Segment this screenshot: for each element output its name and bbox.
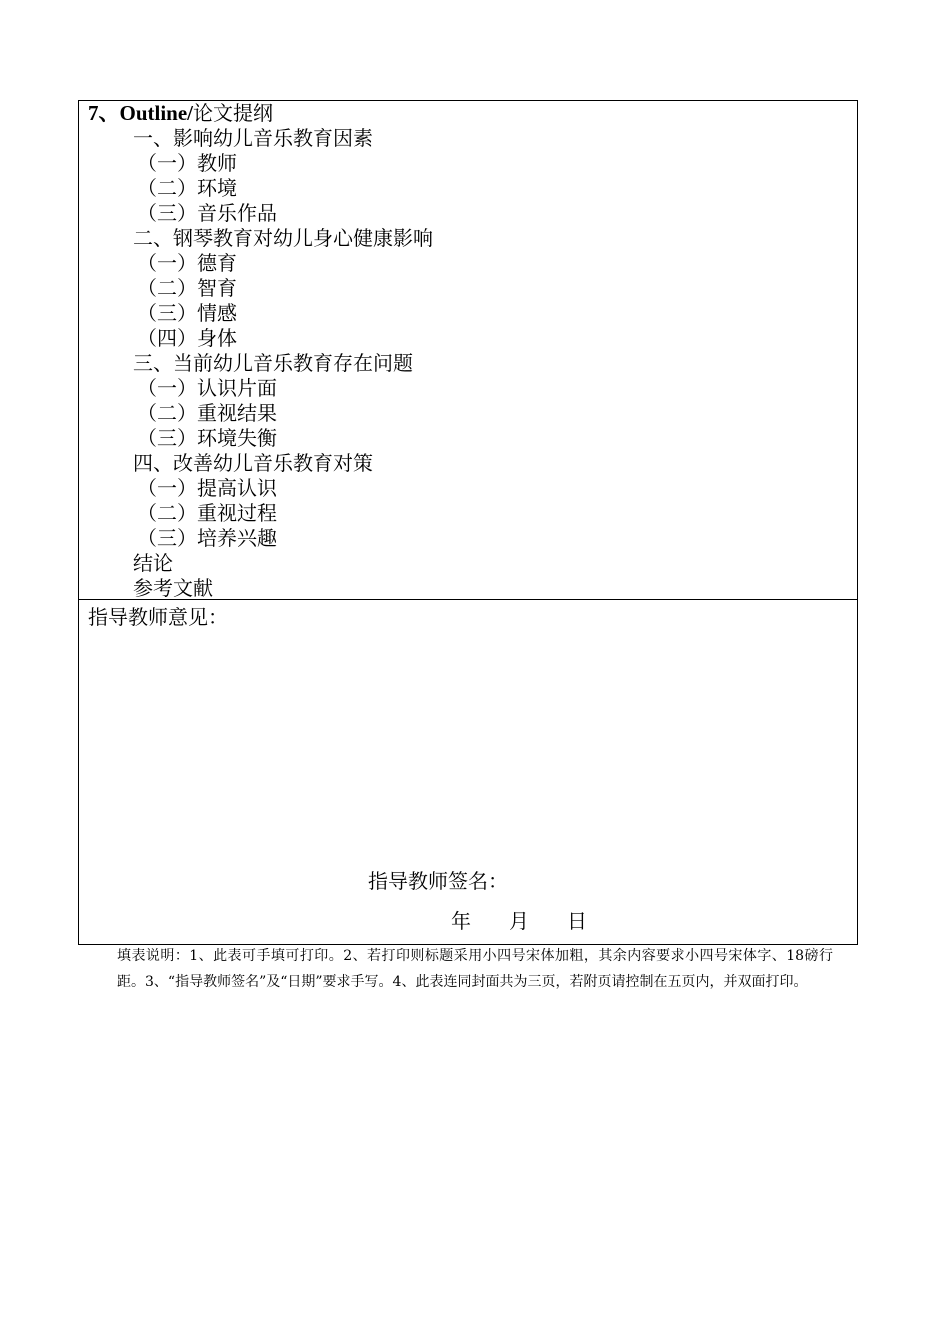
- advisor-signature-label: 指导教师签名：: [368, 869, 508, 893]
- outline-title-chinese: 论文提纲: [193, 101, 274, 125]
- outline-item: （四）身体: [137, 326, 237, 350]
- day-label: 日: [567, 909, 587, 933]
- outline-item: （二）环境: [137, 176, 237, 200]
- outline-item: （一）教师: [137, 151, 237, 175]
- outline-list: [88, 126, 857, 601]
- outline-item: （三）音乐作品: [137, 201, 277, 225]
- outline-item: （一）德育: [137, 251, 237, 275]
- outline-item: 一、影响幼儿音乐教育因素: [133, 126, 373, 150]
- outline-item: （三）情感: [137, 301, 237, 325]
- outline-item: 参考文献: [133, 576, 213, 600]
- month-label: 月: [509, 909, 529, 933]
- advisor-opinion-label: 指导教师意见：: [88, 605, 228, 629]
- outline-title-english: Outline/: [119, 101, 194, 125]
- form-instructions-note: 填表说明：1、此表可手填可打印。2、若打印则标题采用小四号宋体加粗，其余内容要求小四号宋体字、18磅行距。3、“指导教师签名”及“日期”要求手写。4、此表连同封面共为三页，若附页请控制在五页内，并双面打印。: [117, 948, 833, 990]
- outline-item: 四、改善幼儿音乐教育对策: [133, 451, 373, 475]
- year-label: 年: [451, 909, 471, 933]
- date-line: [451, 909, 587, 934]
- outline-item: 结论: [133, 551, 173, 575]
- outline-item: （二）重视结果: [137, 401, 277, 425]
- outline-item: （一）认识片面: [137, 376, 277, 400]
- outline-item: 三、当前幼儿音乐教育存在问题: [133, 351, 413, 375]
- advisor-opinion-cell[interactable]: [79, 600, 857, 944]
- outline-title-number: 7、: [88, 101, 120, 125]
- outline-item: （三）培养兴趣: [137, 526, 277, 550]
- form-table: [78, 100, 858, 945]
- outline-item: （二）智育: [137, 276, 237, 300]
- outline-item: （一）提高认识: [137, 476, 277, 500]
- outline-cell: [79, 101, 857, 600]
- outline-item: （二）重视过程: [137, 501, 277, 525]
- outline-item: 二、钢琴教育对幼儿身心健康影响: [133, 226, 433, 250]
- outline-item: （三）环境失衡: [137, 426, 277, 450]
- outline-title: [88, 101, 857, 126]
